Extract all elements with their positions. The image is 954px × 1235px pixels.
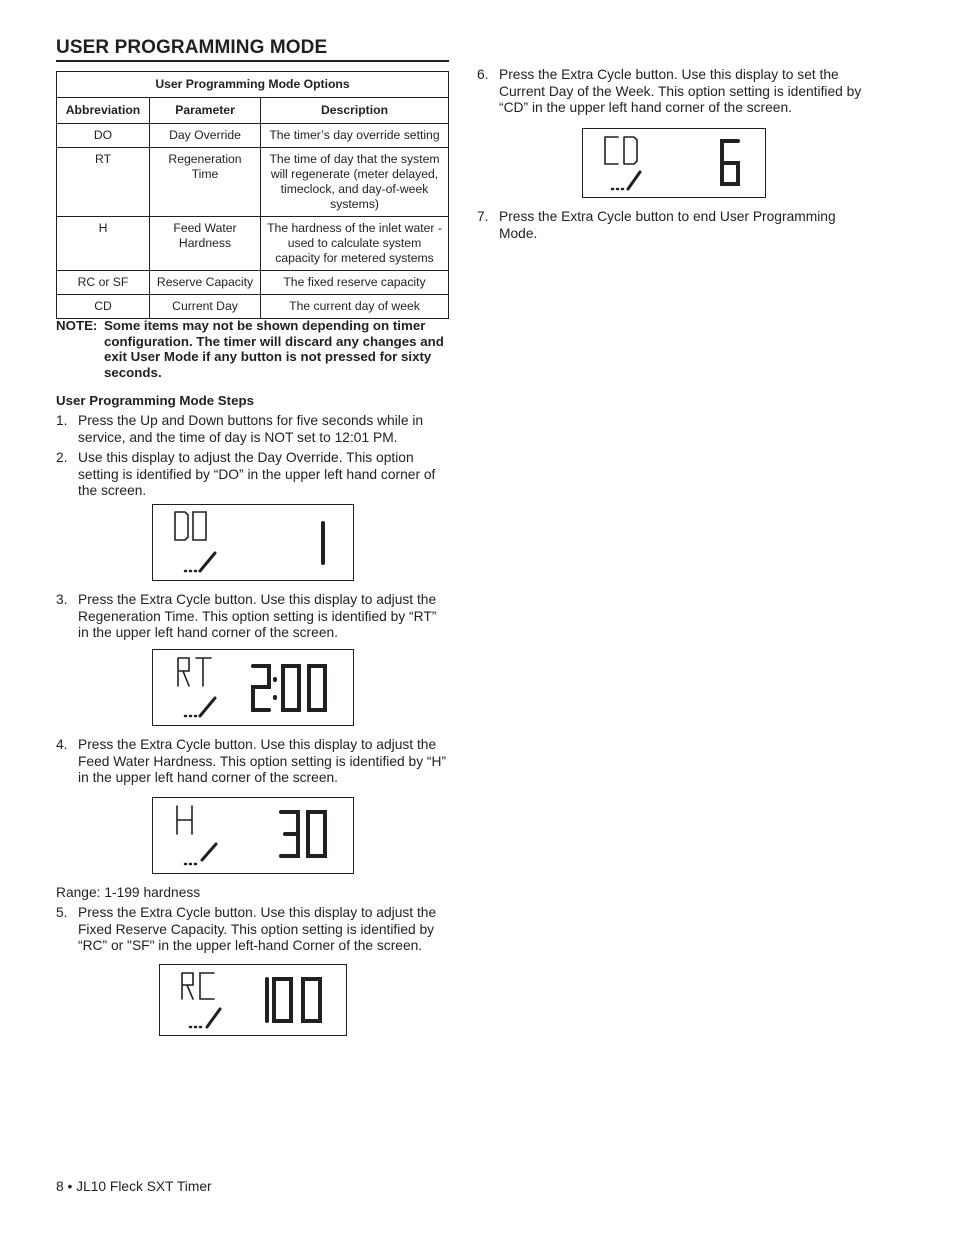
table-caption: User Programming Mode Options xyxy=(57,72,449,98)
note-text: Some items may not be shown depending on timer configuration. The timer will discard any changes and exit User Mode if any button is not pressed for sixty seconds. xyxy=(104,318,444,380)
step-text: Use this display to adjust the Day Override. This option setting is identified by “DO” in the upper left hand corner of the screen. xyxy=(78,450,436,499)
steps-heading: User Programming Mode Steps xyxy=(56,393,255,408)
col-header-parameter: Parameter xyxy=(150,98,261,124)
step-text: Press the Extra Cycle button. Use this display to adjust the Fixed Reserve Capacity. This option setting is identified by “RC” or "SF" in the upper left-hand Corner of the screen. xyxy=(78,905,437,954)
cell-parameter: Current Day xyxy=(150,295,261,319)
lcd-display-rc xyxy=(159,964,347,1036)
step-number: 7. xyxy=(477,209,489,224)
section-title: USER PROGRAMMING MODE xyxy=(56,37,449,62)
pencil-icon xyxy=(200,698,215,716)
step-number: 6. xyxy=(477,67,489,82)
lcd-label-rc xyxy=(182,973,214,999)
lcd-value-hardness xyxy=(281,812,325,856)
cell-abbreviation: DO xyxy=(57,124,150,148)
options-table xyxy=(56,71,449,319)
cell-abbreviation: RT xyxy=(57,148,150,217)
page-footer: 8 • JL10 Fleck SXT Timer xyxy=(56,1179,212,1194)
step-item xyxy=(477,67,877,117)
step-item xyxy=(56,413,449,446)
pencil-icon xyxy=(200,553,215,571)
step-item xyxy=(56,592,449,642)
table-header-row xyxy=(57,98,449,124)
step-item xyxy=(56,737,449,787)
step-number: 3. xyxy=(56,592,68,607)
col-header-description: Description xyxy=(261,98,449,124)
lcd-label-rt xyxy=(178,658,211,686)
step-text: Press the Extra Cycle button. Use this display to adjust the Regeneration Time. This option setting is identified by “RT” in the upper left hand corner of the screen. xyxy=(78,592,437,641)
note-lead: NOTE: xyxy=(56,318,98,333)
cell-description: The time of day that the system will regenerate (meter delayed, timeclock, and day-of-week systems) xyxy=(261,148,449,217)
table-row xyxy=(57,217,449,271)
cell-abbreviation: RC or SF xyxy=(57,271,150,295)
cell-description: The fixed reserve capacity xyxy=(261,271,449,295)
lcd-display-do xyxy=(152,504,354,581)
pencil-icon xyxy=(207,1009,220,1027)
pencil-icon xyxy=(628,172,640,189)
lcd-display-h xyxy=(152,797,354,874)
step-text: Press the Extra Cycle button. Use this display to adjust the Feed Water Hardness. This option setting is identified by “H” in the upper left hand corner of the screen. xyxy=(78,737,447,786)
pencil-icon xyxy=(202,844,216,860)
cell-parameter: Regeneration Time xyxy=(150,148,261,217)
step-item xyxy=(56,905,449,955)
step-item xyxy=(56,450,449,500)
step-text: Press the Extra Cycle button to end User Programming Mode. xyxy=(499,209,836,241)
cell-parameter: Feed Water Hardness xyxy=(150,217,261,271)
step-number: 2. xyxy=(56,450,68,465)
cell-abbreviation: H xyxy=(57,217,150,271)
step-number: 1. xyxy=(56,413,68,428)
lcd-value-capacity xyxy=(267,979,320,1021)
cell-description: The hardness of the inlet water - used to calculate system capacity for metered systems xyxy=(261,217,449,271)
cell-abbreviation: CD xyxy=(57,295,150,319)
step-item xyxy=(477,209,877,242)
step-number: 4. xyxy=(56,737,68,752)
lcd-label-h xyxy=(177,806,192,834)
step-text: Press the Extra Cycle button. Use this display to set the Current Day of the Week. This option setting is identified by “CD” in the upper left hand corner of the screen. xyxy=(499,67,862,116)
lcd-label-do xyxy=(175,512,206,540)
step-text: Press the Up and Down buttons for five seconds while in service, and the time of day is NOT set to 12:01 PM. xyxy=(78,413,424,445)
range-note: Range: 1-199 hardness xyxy=(56,885,201,900)
cell-parameter: Reserve Capacity xyxy=(150,271,261,295)
table-row xyxy=(57,295,449,319)
table-row xyxy=(57,148,449,217)
table-row xyxy=(57,124,449,148)
cell-description: The timer’s day override setting xyxy=(261,124,449,148)
lcd-label-cd xyxy=(605,137,637,164)
lcd-value-time xyxy=(253,666,325,710)
lcd-value-day xyxy=(722,141,738,184)
col-header-abbreviation: Abbreviation xyxy=(57,98,150,124)
lcd-display-cd xyxy=(582,128,766,198)
table-row xyxy=(57,271,449,295)
cell-parameter: Day Override xyxy=(150,124,261,148)
step-number: 5. xyxy=(56,905,68,920)
lcd-display-rt xyxy=(152,649,354,726)
cell-description: The current day of week xyxy=(261,295,449,319)
note xyxy=(56,318,449,380)
